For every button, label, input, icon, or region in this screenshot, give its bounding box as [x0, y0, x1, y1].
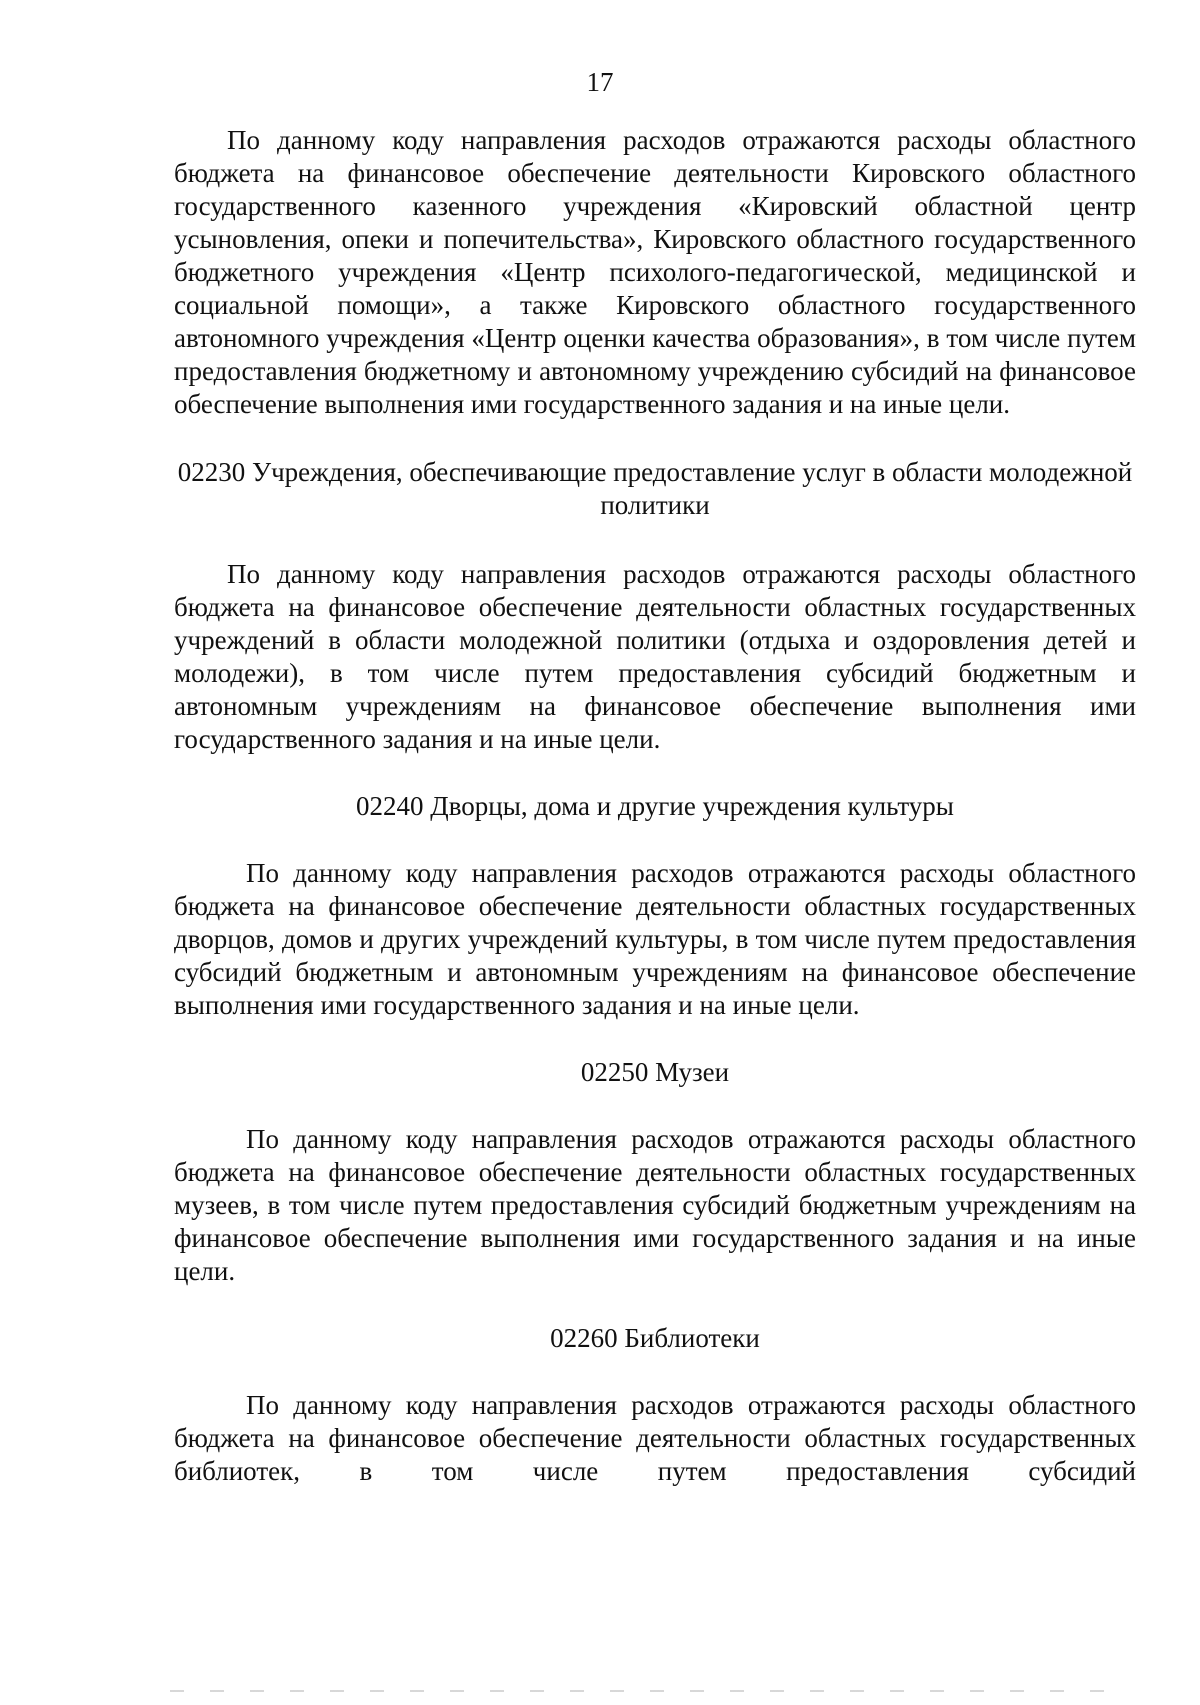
document-body — [174, 124, 1136, 1488]
paragraph-culture-palaces: По данному коду направления расходов отражаются расходы областного бюджета на финансовое обеспечение деятельности областных государственных дворцов, домов и других учреждений культуры, в том числе путем предоставления субсидий бюджетным и автономным учреждениям на финансовое обеспечение выполнения ими государственного задания и на иные цели. — [174, 858, 1136, 1020]
scan-edge-artifact — [170, 1690, 1130, 1692]
section-heading-02240: 02240 Дворцы, дома и другие учреждения культуры — [356, 791, 954, 821]
paragraph-libraries: По данному коду направления расходов отражаются расходы областного бюджета на финансовое обеспечение деятельности областных государственных библиотек, в том числе путем предоставления субсидий — [174, 1390, 1136, 1486]
section-heading-02260: 02260 Библиотеки — [550, 1323, 760, 1353]
section-heading-02250: 02250 Музеи — [580, 1057, 730, 1087]
page-number: 17 — [586, 67, 614, 97]
paragraph-museums: По данному коду направления расходов отражаются расходы областного бюджета на финансовое обеспечение деятельности областных государственных музеев, в том числе путем предоставления субсидий бюджетным учреждениям на финансовое обеспечение выполнения ими государственного задания и на иные цели. — [174, 1124, 1136, 1286]
section-heading-02230: 02230 Учреждения, обеспечивающие предоставление услуг в области молодежной политики — [177, 457, 1133, 520]
paragraph-youth-policy: По данному коду направления расходов отражаются расходы областного бюджета на финансовое обеспечение деятельности областных государственных учреждений в области молодежной политики (отдыха и оздоровления детей и молодежи), в том числе путем предоставления субсидий бюджетным и автономным учреждениям на финансовое обеспечение выполнения ими государственного задания и на иные цели. — [174, 559, 1136, 754]
paragraph-institutions-adoption-center: По данному коду направления расходов отражаются расходы областного бюджета на финансовое обеспечение деятельности Кировского областного государственного казенного учреждения «Кировский областной центр усыновления, опеки и попечительства», Кировского областного государственного бюджетного учреждения «Центр психолого-педагогической, медицинской и социальной помощи», а также Кировского областного государственного автономного учреждения «Центр оценки качества образования», в том числе путем предоставления бюджетному и автономному учреждению субсидий на финансовое обеспечение выполнения ими государственного задания и на иные цели. — [174, 125, 1136, 419]
